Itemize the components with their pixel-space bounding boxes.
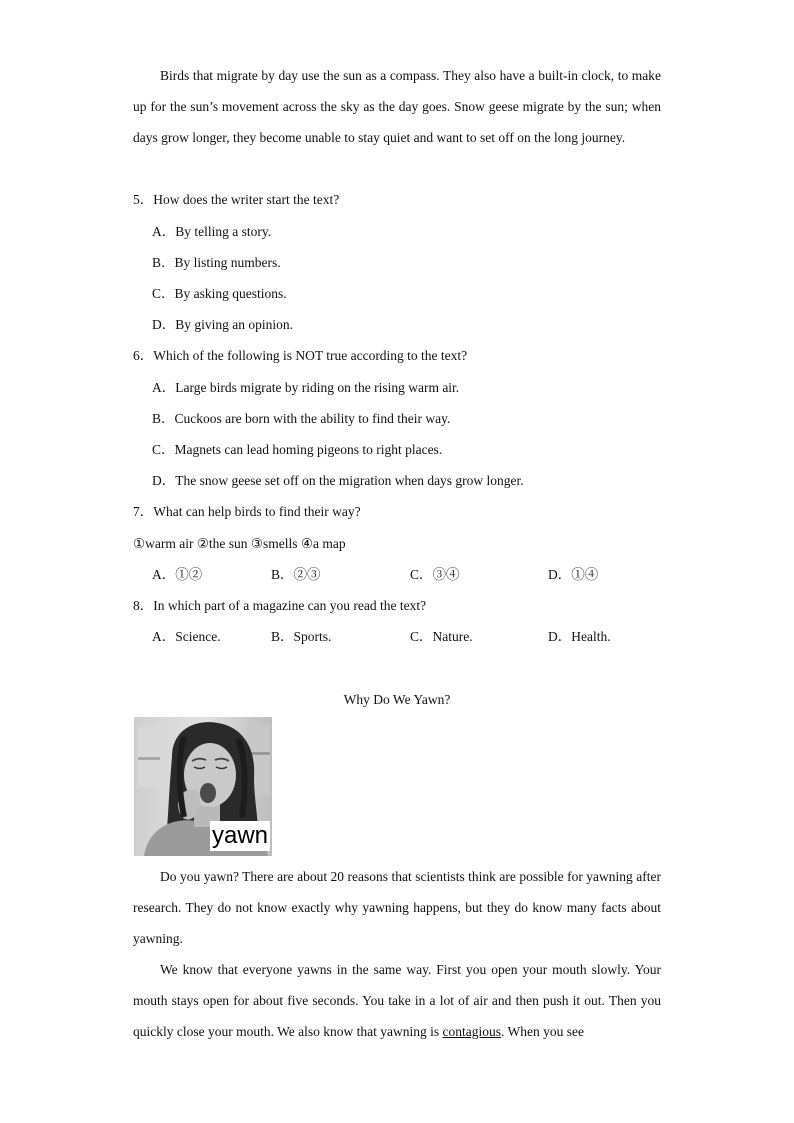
passage1-paragraph: Birds that migrate by day use the sun as a compass. They also have a built-in clock, to make up for the sun’s movement across the sky as the day goes. Snow geese migrate by the sun; when days grow longer, they become unable to stay quiet and want to set off on the long journey. [133,68,661,145]
yawn-caption: yawn [211,822,269,849]
question-8-stem: 8．In which part of a magazine can you read the text? [133,598,427,613]
paragraph-2-text-end: . When you see [501,1024,584,1039]
question-6-option-a: A．Large birds migrate by riding on the rising warm air. [152,380,460,395]
question-7-stem: 7．What can help birds to find their way? [133,504,361,519]
question-7-option-b: B．②③ [271,567,321,582]
question-5-option-d: D．By giving an opinion. [152,317,293,332]
passage2-paragraph-1: Do you yawn? There are about 20 reasons that scientists think are possible for yawning after research. They do not know exactly why yawning happens, but they do know many facts about yawning. [133,869,661,946]
question-7-option-a: A．①② [152,567,203,582]
question-6-stem: 6．Which of the following is NOT true according to the text? [133,348,468,363]
question-7-option-d: D．①④ [548,567,599,582]
paragraph-2-text: We know that everyone yawns in the same way. First you open your mouth slowly. Your mouth stays open for about five seconds. You take in a lot of air and then push it out. Then you quickly close your mouth. We also know that yawning is [133,962,661,1039]
question-8-option-d: D．Health. [548,629,611,644]
question-6-option-b: B．Cuckoos are born with the ability to find their way. [152,411,451,426]
question-8-option-c: C．Nature. [410,629,473,644]
question-6-option-d: D．The snow geese set off on the migration when days grow longer. [152,473,524,488]
passage2-title: Why Do We Yawn? [343,692,451,707]
passage2-paragraph-2 [133,954,661,1047]
underlined-word-contagious: contagious [442,1024,501,1039]
question-5-option-c: C．By asking questions. [152,286,287,301]
question-7-items: ①warm air ②the sun ③smells ④a map [133,536,346,551]
question-6-option-c: C．Magnets can lead homing pigeons to right places. [152,442,443,457]
question-5-option-b: B．By listing numbers. [152,255,281,270]
question-8-option-b: B．Sports. [271,629,332,644]
question-7-option-c: C．③④ [410,567,460,582]
question-8-option-a: A．Science. [152,629,221,644]
question-5-option-a: A．By telling a story. [152,224,272,239]
yawning-woman-photo [134,717,272,856]
question-5-stem: 5．How does the writer start the text? [133,192,340,207]
